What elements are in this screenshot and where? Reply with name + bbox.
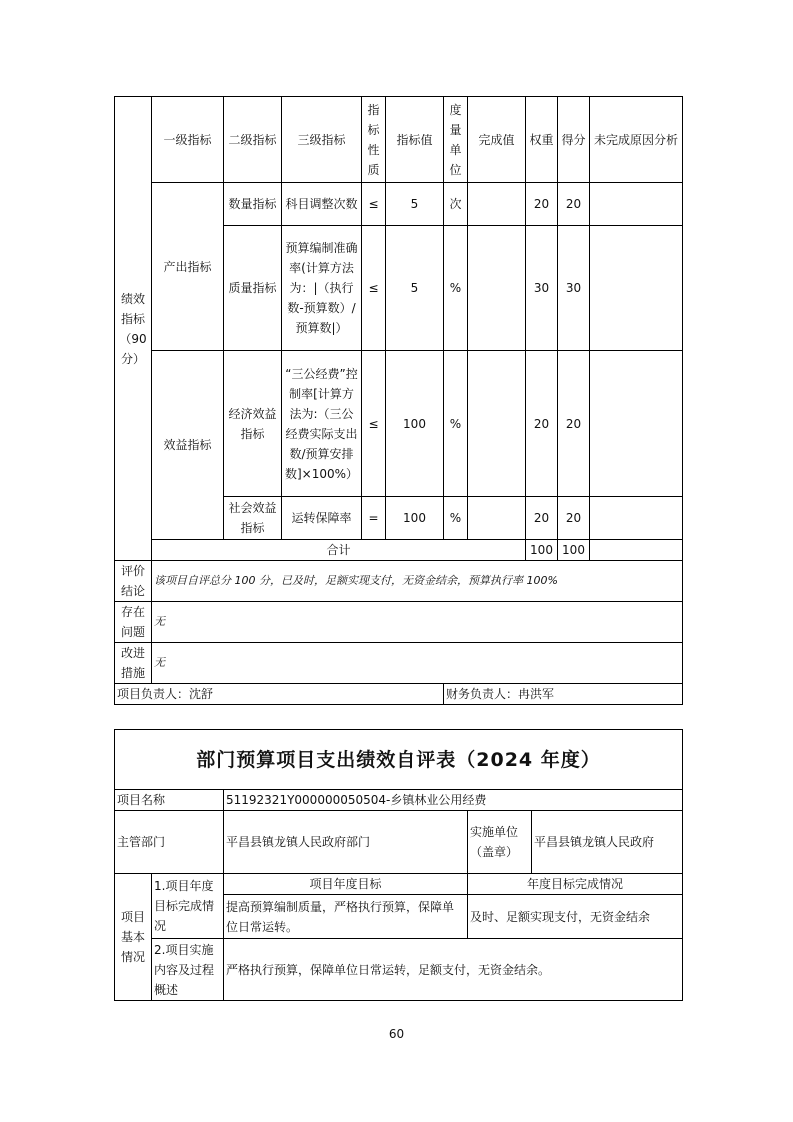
row-level2: 经济效益指标 bbox=[224, 351, 282, 497]
total-label: 合计 bbox=[152, 540, 526, 561]
total-reason bbox=[590, 540, 683, 561]
row-level3: 预算编制准确率(计算方法为：|（执行数-预算数）/预算数|） bbox=[282, 226, 362, 351]
department-label: 主管部门 bbox=[115, 811, 224, 874]
signature-row bbox=[115, 684, 683, 705]
goal-done-header: 年度目标完成情况 bbox=[468, 874, 683, 895]
row-level2: 质量指标 bbox=[224, 226, 282, 351]
row-actual bbox=[468, 351, 526, 497]
implementation-row bbox=[115, 939, 683, 1001]
row-weight: 20 bbox=[526, 183, 558, 226]
issue-label: 存在问题 bbox=[115, 602, 152, 643]
header-unit: 度量单位 bbox=[444, 97, 468, 183]
table-row bbox=[115, 183, 683, 226]
row-reason bbox=[590, 497, 683, 540]
row-value: 100 bbox=[386, 351, 444, 497]
row-weight: 20 bbox=[526, 351, 558, 497]
total-weight: 100 bbox=[526, 540, 558, 561]
total-score: 100 bbox=[558, 540, 590, 561]
table-header-row bbox=[115, 97, 683, 183]
row-score: 20 bbox=[558, 497, 590, 540]
header-reason: 未完成原因分析 bbox=[590, 97, 683, 183]
conclusion-row bbox=[115, 561, 683, 602]
row-level2: 数量指标 bbox=[224, 183, 282, 226]
implementing-unit-label: 实施单位（盖章） bbox=[468, 811, 532, 874]
goal-text: 提高预算编制质量，严格执行预算，保障单位日常运转。 bbox=[224, 895, 468, 939]
row-unit: % bbox=[444, 497, 468, 540]
row-score: 20 bbox=[558, 351, 590, 497]
issue-row bbox=[115, 602, 683, 643]
row-score: 30 bbox=[558, 226, 590, 351]
project-name-label: 项目名称 bbox=[115, 790, 224, 811]
row-level3: “三公经费”控制率[计算方法为:（三公经费实际支出数/预算安排数]×100%） bbox=[282, 351, 362, 497]
row-score: 20 bbox=[558, 183, 590, 226]
goal-header-row bbox=[115, 874, 683, 895]
row-value: 5 bbox=[386, 183, 444, 226]
row-nature: ≤ bbox=[362, 183, 386, 226]
row-unit: % bbox=[444, 226, 468, 351]
side-label-performance: 绩效指标（90分） bbox=[115, 97, 152, 561]
project-name-value: 51192321Y000000050504-乡镇林业公用经费 bbox=[224, 790, 683, 811]
improve-row bbox=[115, 643, 683, 684]
row-level2: 社会效益指标 bbox=[224, 497, 282, 540]
header-level3: 三级指标 bbox=[282, 97, 362, 183]
row-reason bbox=[590, 351, 683, 497]
header-score: 得分 bbox=[558, 97, 590, 183]
finance-lead: 财务负责人：冉洪军 bbox=[444, 684, 683, 705]
improve-text: 无 bbox=[152, 643, 683, 684]
page-title: 部门预算项目支出绩效自评表（2024 年度） bbox=[115, 730, 683, 790]
page-number: 60 bbox=[388, 1027, 405, 1041]
project-lead: 项目负责人：沈舒 bbox=[115, 684, 444, 705]
row-actual bbox=[468, 183, 526, 226]
row-level3: 运转保障率 bbox=[282, 497, 362, 540]
improve-label: 改进措施 bbox=[115, 643, 152, 684]
output-indicator-label: 产出指标 bbox=[152, 183, 224, 351]
basic-info-label: 项目基本情况 bbox=[115, 874, 152, 1001]
self-evaluation-table bbox=[114, 729, 683, 1001]
department-value: 平昌县镇龙镇人民政府部门 bbox=[224, 811, 468, 874]
goal-done-text: 及时、足额实现支付，无资金结余 bbox=[468, 895, 683, 939]
total-row bbox=[115, 540, 683, 561]
header-actual: 完成值 bbox=[468, 97, 526, 183]
row-unit: 次 bbox=[444, 183, 468, 226]
row-actual bbox=[468, 497, 526, 540]
benefit-indicator-label: 效益指标 bbox=[152, 351, 224, 540]
title-row bbox=[115, 730, 683, 790]
row-nature: = bbox=[362, 497, 386, 540]
row-reason bbox=[590, 226, 683, 351]
header-level1: 一级指标 bbox=[152, 97, 224, 183]
department-row bbox=[115, 811, 683, 874]
row-nature: ≤ bbox=[362, 351, 386, 497]
row-weight: 20 bbox=[526, 497, 558, 540]
row-weight: 30 bbox=[526, 226, 558, 351]
row-nature: ≤ bbox=[362, 226, 386, 351]
goal-row-label: 1.项目年度目标完成情况 bbox=[152, 874, 224, 939]
conclusion-label: 评价结论 bbox=[115, 561, 152, 602]
header-level2: 二级指标 bbox=[224, 97, 282, 183]
row-actual bbox=[468, 226, 526, 351]
header-value: 指标值 bbox=[386, 97, 444, 183]
conclusion-text: 该项目自评总分 100 分，已及时，足额实现支付，无资金结余，预算执行率 100% bbox=[152, 561, 683, 602]
row-unit: % bbox=[444, 351, 468, 497]
project-name-row bbox=[115, 790, 683, 811]
row-value: 100 bbox=[386, 497, 444, 540]
row-reason bbox=[590, 183, 683, 226]
performance-indicator-table bbox=[114, 96, 683, 705]
implementing-unit-value: 平昌县镇龙镇人民政府 bbox=[532, 811, 683, 874]
implementation-text: 严格执行预算，保障单位日常运转，足额支付，无资金结余。 bbox=[224, 939, 683, 1001]
row-value: 5 bbox=[386, 226, 444, 351]
table-row bbox=[115, 351, 683, 497]
header-weight: 权重 bbox=[526, 97, 558, 183]
issue-text: 无 bbox=[152, 602, 683, 643]
header-nature: 指标性质 bbox=[362, 97, 386, 183]
row-level3: 科目调整次数 bbox=[282, 183, 362, 226]
goal-header: 项目年度目标 bbox=[224, 874, 468, 895]
implementation-row-label: 2.项目实施内容及过程概述 bbox=[152, 939, 224, 1001]
